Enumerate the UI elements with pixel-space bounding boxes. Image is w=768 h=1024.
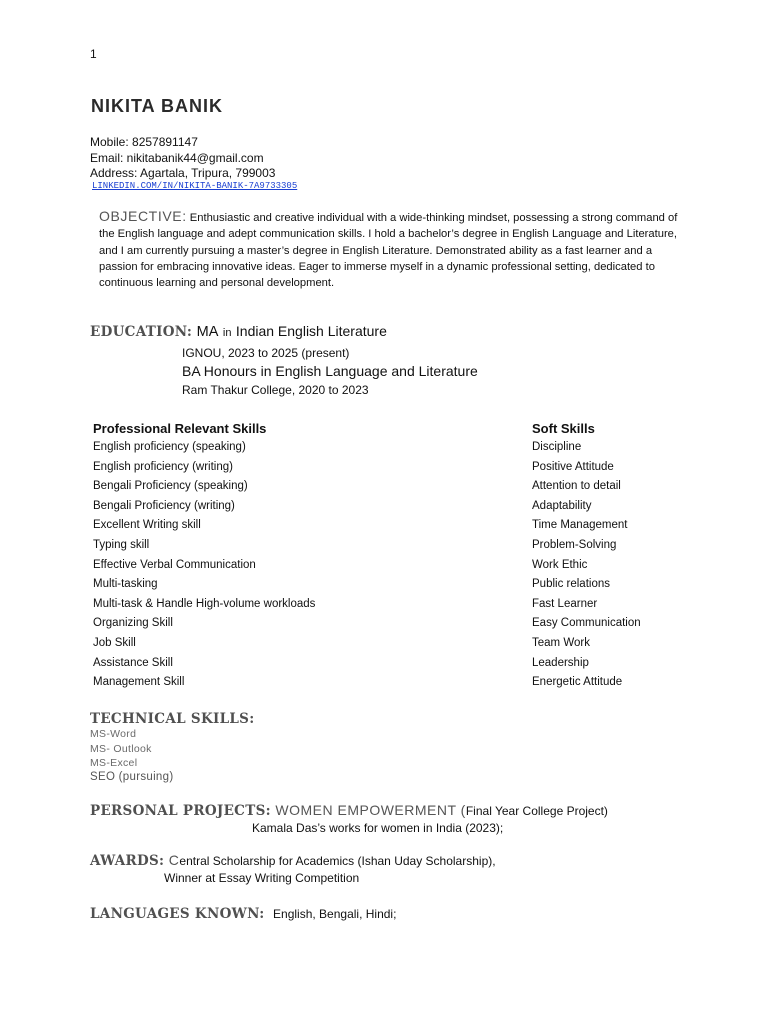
list-item: Leadership [532,656,589,669]
address-line: Address: Agartala, Tripura, 799003 [90,166,276,180]
list-item: Fast Learner [532,597,598,610]
list-item: Effective Verbal Communication [93,558,256,571]
ma-abbr: MA [196,324,219,340]
project-detail: Kamala Das’s works for women in India (2023); [252,821,504,835]
list-item: Time Management [532,519,628,532]
objective-label: OBJECTIVE: [99,208,187,224]
list-item: Bengali Proficiency (speaking) [93,480,248,493]
ba-institution: Ram Thakur College, 2020 to 2023 [182,383,369,397]
tech-skill-item: MS-Excel [90,757,138,769]
project-note: Final Year College Project) [465,804,608,818]
tech-skill-item: MS-Word [90,728,137,740]
list-item: Work Ethic [532,558,588,571]
project-title: WOMEN EMPOWERMENT ( [275,802,466,818]
list-item: Multi-tasking [93,578,158,591]
list-item: Bengali Proficiency (writing) [93,499,235,512]
education-heading: EDUCATION: [90,324,193,340]
list-item: Discipline [532,441,582,453]
seo-item: SEO (pursuing) [90,771,174,783]
candidate-name: NIKITA BANIK [91,96,223,116]
projects-heading-line [90,802,608,820]
list-item: Typing skill [93,538,150,551]
awards-heading-line [90,852,496,870]
ba-degree: BA Honours in English Language and Literature [182,363,478,379]
award-first-letter: C [168,852,180,868]
mobile-line: Mobile: 8257891147 [90,135,198,149]
awards-heading: AWARDS: [90,853,165,869]
list-item: Multi-task & Handle High-volume workloads [93,597,316,610]
list-item: Assistance Skill [93,656,173,669]
list-item: Adaptability [532,499,592,512]
ma-subject: Indian English Literature [235,323,387,339]
professional-skills-list [93,441,315,696]
list-item: Management Skill [93,676,185,689]
list-item: Job Skill [93,636,136,649]
award-line2: Winner at Essay Writing Competition [164,871,360,885]
page-number: 1 [90,47,97,61]
languages-value: English, Bengali, Hindi; [273,907,397,921]
list-item: English proficiency (writing) [93,460,233,473]
education-heading-line [90,323,387,341]
professional-skills-heading: Professional Relevant Skills [93,421,267,436]
list-item: English proficiency (speaking) [93,441,246,453]
list-item: Energetic Attitude [532,676,623,689]
tech-skill-item: MS- Outlook [90,743,152,755]
technical-skills-heading: TECHNICAL SKILLS: [90,711,255,727]
objective-section [99,208,689,291]
list-item: Problem-Solving [532,538,617,551]
list-item: Excellent Writing skill [93,519,201,532]
award-line1-rest: entral Scholarship for Academics (Ishan Uday Scholarship), [179,854,496,868]
list-item: Team Work [532,636,590,649]
linkedin-link[interactable]: LINKEDIN.COM/IN/NIKITA-BANIK-7A9733305 [92,181,298,191]
ma-in: in [222,327,232,339]
list-item: Organizing Skill [93,617,173,630]
languages-heading: LANGUAGES KNOWN: [90,906,265,922]
list-item: Attention to detail [532,480,621,493]
objective-text: Enthusiastic and creative individual with a wide-thinking mindset, possessing a strong command of the English language and adept communication skills. I hold a bachelor’s degree in English Language and Literature, and I am currently pursuing a master’s degree in English Literature. Demonstrated ability as a fast learner and a passion for embracing innovative ideas. Eager to immerse myself in a dynamic professional setting, dedicated to continuous learning and personal development. [99,212,678,290]
projects-heading: PERSONAL PROJECTS: [90,803,271,819]
languages-line [90,905,396,923]
list-item: Easy Communication [532,617,641,630]
ma-institution: IGNOU, 2023 to 2025 (present) [182,346,350,360]
list-item: Positive Attitude [532,460,614,473]
soft-skills-heading: Soft Skills [532,421,595,436]
soft-skills-list [532,441,641,696]
email-line: Email: nikitabanik44@gmail.com [90,151,264,165]
list-item: Public relations [532,578,610,591]
